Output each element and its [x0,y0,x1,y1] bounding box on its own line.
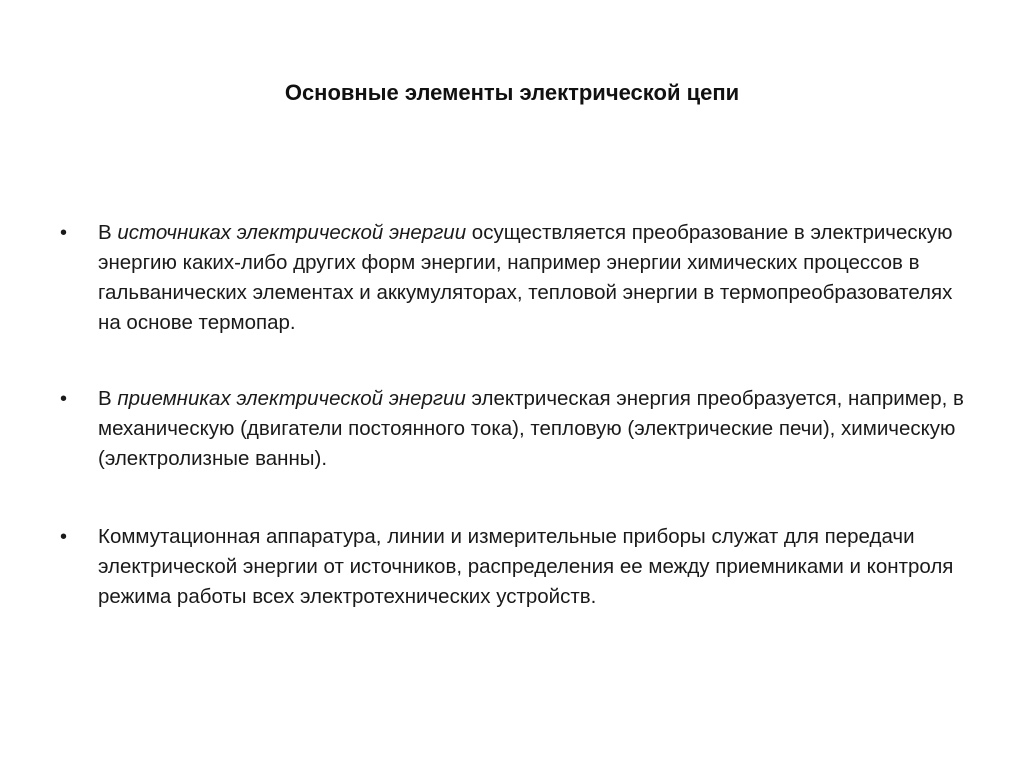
bullet-item-switching [56,522,976,612]
bullet-icon: • [60,388,68,410]
bullet-item-sources [56,218,976,338]
bullet-icon: • [60,222,68,244]
bullet-text: Коммутационная аппаратура, линии и измерительные приборы служат для передачи электрической энергии от источников, распределения ее между приемниками и контроля режима работы всех электротехнических устройств. [98,525,954,608]
bullet-item-receivers [56,384,976,474]
bullet-prefix: В [98,387,118,410]
bullet-list [56,218,976,658]
bullet-icon: • [60,526,68,548]
bullet-prefix: В [98,221,118,244]
slide-title: Основные элементы электрической цепи [284,80,740,105]
bullet-emphasis: приемниках электрической энергии [117,387,466,410]
bullet-text: электрическая энергия преобразуется, например, в механическую (двигатели постоянного тока), тепловую (электрические печи), химическую (электролизные ванны). [98,387,964,470]
bullet-emphasis: источниках электрической энергии [117,221,467,244]
bullet-text: осуществляется преобразование в электрическую энергию каких-либо других форм энергии, например энергии химических процессов в гальванических элементах и аккумуляторах, тепловой энергии в термопреобразователях на основе термопар. [98,221,953,334]
